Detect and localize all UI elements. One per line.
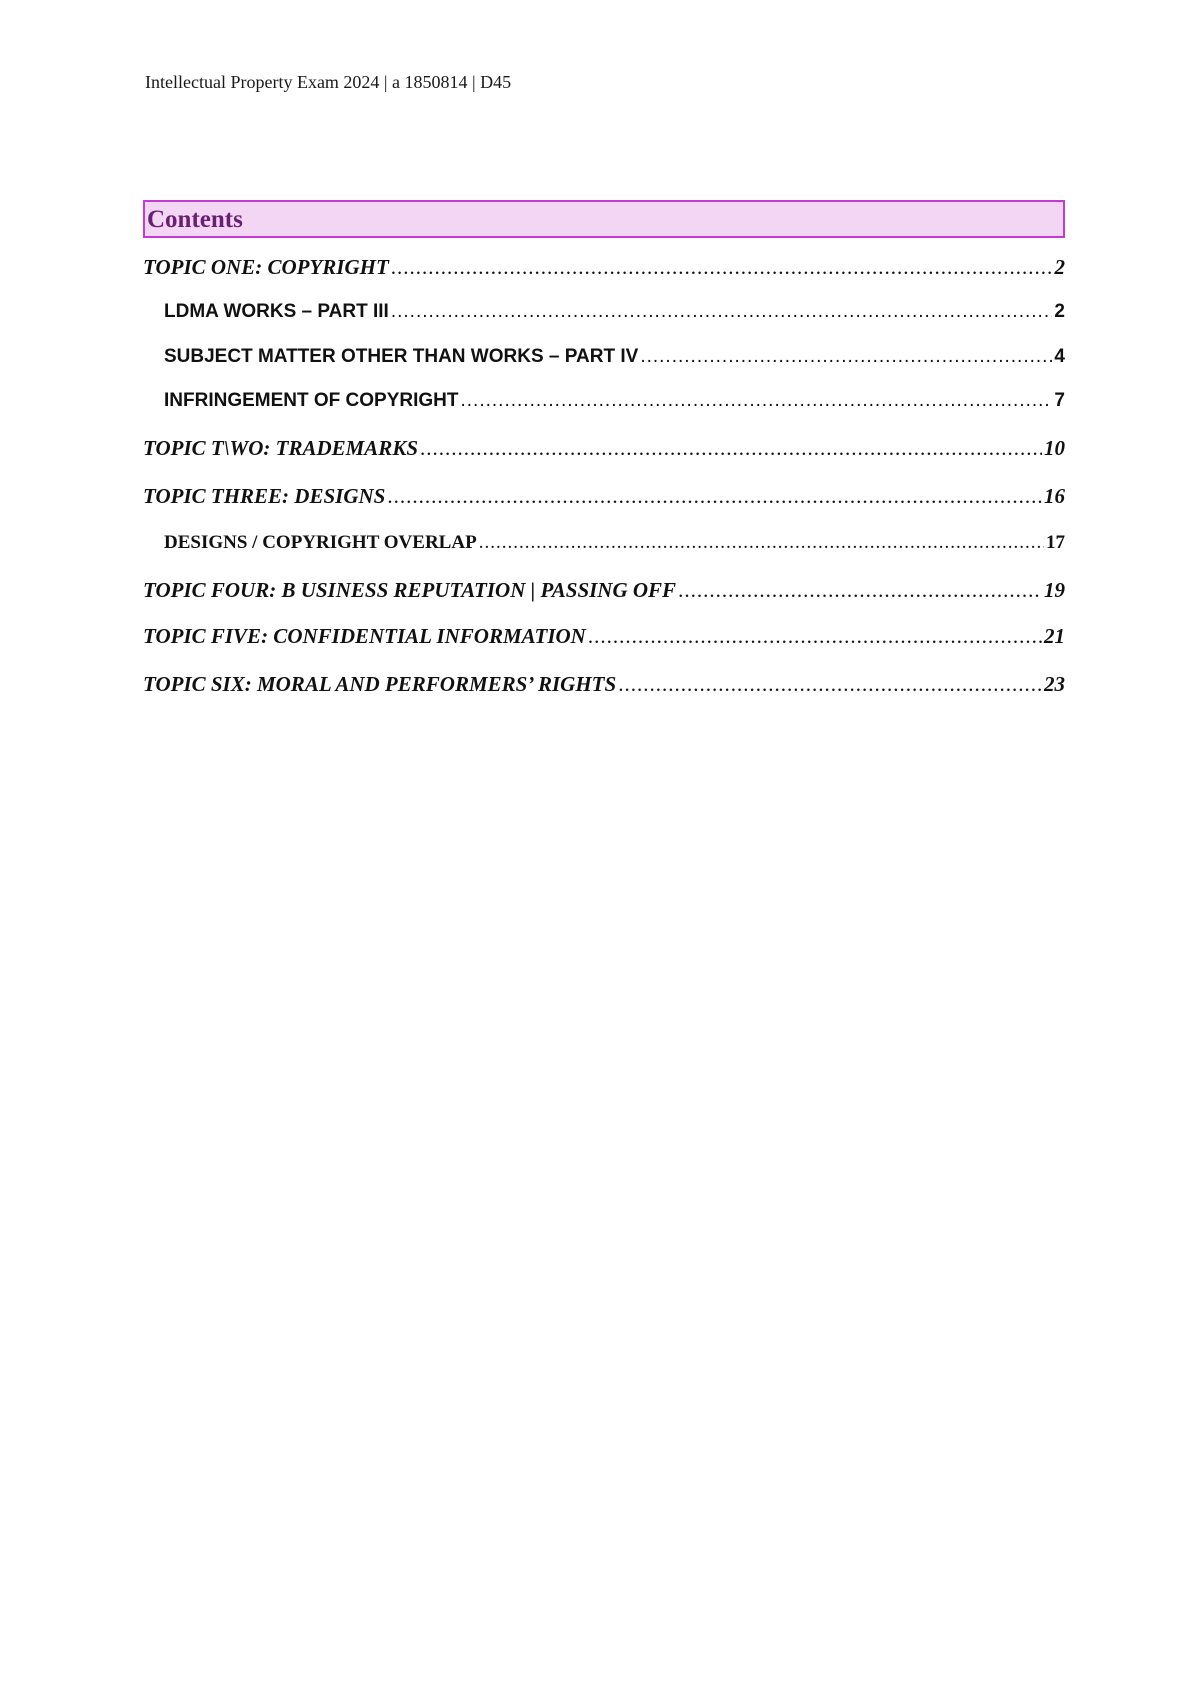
toc-entry-title: DESIGNS / COPYRIGHT OVERLAP — [164, 532, 477, 553]
toc-entry-title: TOPIC FIVE: CONFIDENTIAL INFORMATION — [143, 624, 586, 648]
toc-entry-infringement[interactable] — [143, 390, 1065, 412]
toc-entry-page-number: 4 — [1054, 346, 1065, 367]
toc-entry-page-number: 10 — [1044, 436, 1065, 460]
toc-entry-page-number: 7 — [1054, 390, 1065, 411]
toc-entry-topic-one[interactable] — [143, 255, 1065, 280]
running-header: Intellectual Property Exam 2024 | a 1850814 | D45 — [145, 72, 512, 92]
toc-entry-topic-five[interactable] — [143, 624, 1065, 649]
toc-dot-leader — [420, 436, 1042, 461]
toc-dot-leader — [461, 390, 1053, 412]
toc-entry-title: TOPIC T\WO: TRADEMARKS — [143, 436, 418, 460]
toc-entry-topic-three[interactable] — [143, 484, 1065, 509]
toc-dot-leader — [678, 578, 1042, 603]
toc-entry-title: TOPIC ONE: COPYRIGHT — [143, 255, 389, 279]
toc-entry-title: INFRINGEMENT OF COPYRIGHT — [164, 390, 459, 411]
toc-dot-leader — [618, 672, 1042, 697]
toc-entry-page-number: 17 — [1046, 532, 1065, 553]
toc-entry-title: SUBJECT MATTER OTHER THAN WORKS – PART IV — [164, 346, 639, 367]
toc-dot-leader — [479, 532, 1044, 554]
toc-entry-topic-two[interactable] — [143, 436, 1065, 461]
toc-entry-title: TOPIC THREE: DESIGNS — [143, 484, 386, 508]
table-of-contents — [143, 200, 1065, 696]
toc-heading: Contents — [143, 200, 1065, 238]
toc-dot-leader — [640, 346, 1052, 368]
toc-dot-leader — [391, 255, 1053, 280]
toc-entry-page-number: 19 — [1044, 578, 1065, 602]
toc-entry-subject-matter[interactable] — [143, 346, 1065, 368]
toc-entry-title: TOPIC SIX: MORAL AND PERFORMERS’ RIGHTS — [143, 672, 617, 696]
toc-dot-leader — [387, 484, 1042, 509]
toc-dot-leader — [391, 301, 1053, 323]
toc-entry-page-number: 16 — [1044, 484, 1065, 508]
toc-entry-topic-four[interactable] — [143, 578, 1065, 603]
toc-entry-topic-six[interactable] — [143, 672, 1065, 697]
toc-entry-title: TOPIC FOUR: B USINESS REPUTATION | PASSING OFF — [143, 578, 677, 602]
toc-entry-page-number: 23 — [1044, 672, 1065, 696]
toc-entry-ldma-works[interactable] — [143, 301, 1065, 323]
toc-entry-page-number: 21 — [1044, 624, 1065, 648]
toc-entry-page-number: 2 — [1054, 255, 1065, 279]
toc-entry-page-number: 2 — [1054, 301, 1065, 322]
toc-entry-designs-overlap[interactable] — [143, 532, 1065, 554]
toc-entry-title: LDMA WORKS – PART III — [164, 301, 389, 322]
toc-dot-leader — [588, 624, 1042, 649]
